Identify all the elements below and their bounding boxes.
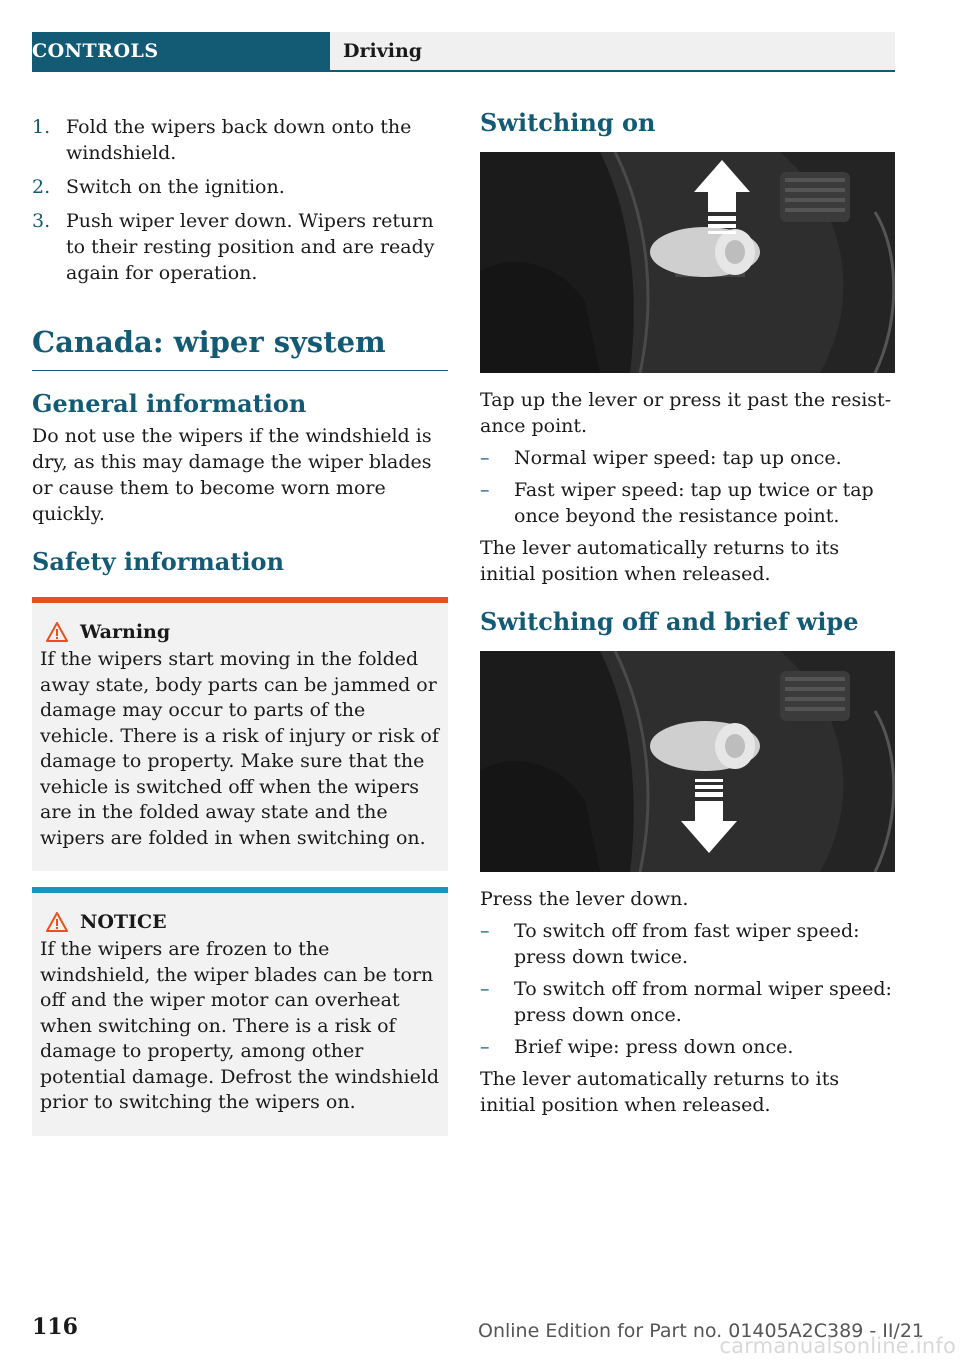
chapter-label: Driving [343, 40, 423, 62]
safety-info-heading: Safety information [32, 547, 285, 576]
switching-on-intro: Tap up the lever or press it past the resist-ance point. [480, 389, 892, 437]
wiper-lever-down-illustration [480, 651, 895, 872]
warning-triangle-icon [46, 622, 68, 642]
edition-label: Online Edition for Part no. 01405A2C389 - II/21 [478, 1320, 925, 1342]
section-title: Canada: wiper system [32, 324, 448, 371]
steps-list [32, 114, 448, 286]
switching-off-list [480, 918, 896, 1060]
switching-off-outro: The lever automatically returns to its initial position when released. [480, 1068, 840, 1116]
warning-box [32, 597, 448, 871]
watermark-text: carmanualsonline.info [719, 1334, 956, 1358]
list-item [32, 174, 448, 200]
step-text: Push wiper lever down. Wipers return to their resting position and are ready again for operation. [66, 210, 435, 284]
page-number: 116 [32, 1314, 78, 1340]
notice-text: If the wipers are frozen to the windshield, the wiper blades can be torn off and the wiper motor can overheat when switching on. There is a risk of damage to property, among other potential damage. Defrost the windshield prior to switching the wipers on. [40, 938, 440, 1113]
step-text: Switch on the ignition. [66, 176, 285, 198]
notice-label: NOTICE [80, 911, 167, 933]
chapter-tab [330, 32, 895, 70]
general-info-text: Do not use the wipers if the windshield is dry, as this may damage the wiper blades or cause them to become worn more quickly. [32, 425, 432, 525]
list-item [32, 114, 448, 166]
header-divider [32, 70, 895, 72]
section-tab [32, 32, 330, 70]
list-item: – Normal wiper speed: tap up once. [480, 445, 896, 471]
list-item: – To switch off from normal wiper speed: press down once. [480, 976, 896, 1028]
notice-title [40, 909, 440, 935]
step-number: 1. [32, 116, 51, 138]
switching-off-heading: Switching off and brief wipe [480, 607, 859, 636]
list-item: – Brief wipe: press down once. [480, 1034, 896, 1060]
step-number: 2. [32, 176, 51, 198]
list-item [32, 208, 448, 286]
switching-on-outro: The lever automatically returns to its initial position when released. [480, 537, 840, 585]
switching-on-list [480, 445, 896, 529]
step-text: Fold the wipers back down onto the windshield. [66, 116, 412, 164]
wiper-lever-up-illustration [480, 152, 895, 373]
switching-off-intro: Press the lever down. [480, 888, 689, 910]
switching-on-heading: Switching on [480, 108, 656, 137]
warning-text: If the wipers start moving in the folded away state, body parts can be jammed or damage may occur to parts of the vehicle. There is a risk of injury or risk of damage to property. Make sure that the vehicle is switched off when the wipers are in the folded away state and the wipers are folded in when switching on. [40, 648, 439, 849]
notice-box [32, 887, 448, 1136]
warning-title [40, 619, 440, 645]
warning-label: Warning [80, 621, 171, 643]
list-item: – Fast wiper speed: tap up twice or tap once beyond the resistance point. [480, 477, 896, 529]
section-label: CONTROLS [32, 40, 159, 62]
list-item: – To switch off from fast wiper speed: press down twice. [480, 918, 896, 970]
right-column [480, 108, 896, 1124]
left-column [32, 114, 448, 1136]
notice-triangle-icon [46, 912, 68, 932]
general-info-heading: General information [32, 389, 307, 418]
step-number: 3. [32, 210, 51, 232]
